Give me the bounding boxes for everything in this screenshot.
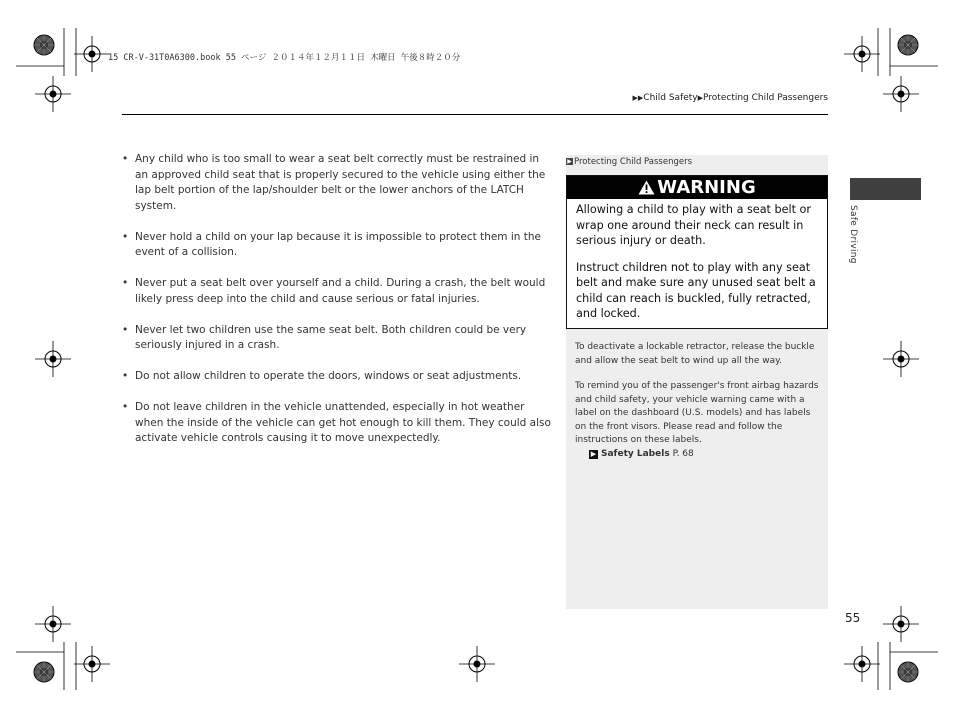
reference-arrow-icon: ▶ xyxy=(590,449,597,458)
warning-box xyxy=(566,175,828,329)
reference-page[interactable]: P. 68 xyxy=(672,448,694,459)
list-item: • Never hold a child on your lap because it is impossible to protect them in the event of a collision. xyxy=(122,230,554,261)
warning-body xyxy=(576,202,820,333)
sidebar-title-text: Protecting Child Passengers xyxy=(574,157,693,167)
header-divider xyxy=(122,114,828,115)
reference-label[interactable]: Safety Labels xyxy=(601,448,670,459)
list-item: • Do not leave children in the vehicle unattended, especially in hot weather when the inside of the vehicle can get hot enough to kill them. They could also activate vehicle controls causing it to move unexpectedly. xyxy=(122,400,554,447)
warning-paragraph: Instruct children not to play with any seat belt and make sure any unused seat belt a child can reach is buckled, fully retracted, and locked. xyxy=(576,260,816,320)
list-item: • Never put a seat belt over yourself and a child. During a crash, the belt would likely press deep into the child and cause serious or fatal injuries. xyxy=(122,276,554,307)
safety-bullet-list xyxy=(122,152,554,462)
breadcrumb-level2[interactable]: Protecting Child Passengers xyxy=(703,93,828,103)
breadcrumb-arrow-icon: ▶▶ xyxy=(632,94,644,102)
section-arrow-icon: ▶ xyxy=(567,158,572,165)
breadcrumb xyxy=(633,93,829,103)
note-paragraph: To remind you of the passenger's front airbag hazards and child safety, your vehicle warning came with a label on the dashboard (U.S. models) and has labels on the front visors. Please read and follow the instructions on these labels. xyxy=(575,381,819,445)
warning-triangle-icon xyxy=(638,180,655,195)
breadcrumb-separator-icon: ▶ xyxy=(697,94,704,102)
breadcrumb-level1[interactable]: Child Safety xyxy=(643,93,698,103)
list-item: • Never let two children use the same seat belt. Both children could be very seriously injured in a crash. xyxy=(122,323,554,354)
list-item: • Do not allow children to operate the doors, windows or seat adjustments. xyxy=(122,369,554,385)
sidebar-title xyxy=(566,157,692,167)
cross-reference-link[interactable] xyxy=(575,448,821,462)
print-job-line: 15 CR-V-31T0A6300.book 55 ページ ２０１４年１２月１１日 木曜日 午後８時２０分 xyxy=(108,53,461,63)
list-item: • Any child who is too small to wear a seat belt correctly must be restrained in an approved child seat that is properly secured to the vehicle using either the lap belt portion of the lap/shoulder belt or the lower anchors of the LATCH system. xyxy=(122,152,554,214)
section-tab[interactable] xyxy=(850,178,921,200)
sidebar-notes xyxy=(575,341,821,461)
page-number: 55 xyxy=(845,611,861,625)
note-paragraph: To deactivate a lockable retractor, release the buckle and allow the seat belt to wind up all the way. xyxy=(575,342,815,366)
warning-header xyxy=(567,176,827,199)
section-tab-label: Safe Driving xyxy=(848,205,858,264)
warning-paragraph: Allowing a child to play with a seat belt or wrap one around their neck can result in serious injury or death. xyxy=(576,203,811,247)
warning-heading: WARNING xyxy=(657,177,756,198)
